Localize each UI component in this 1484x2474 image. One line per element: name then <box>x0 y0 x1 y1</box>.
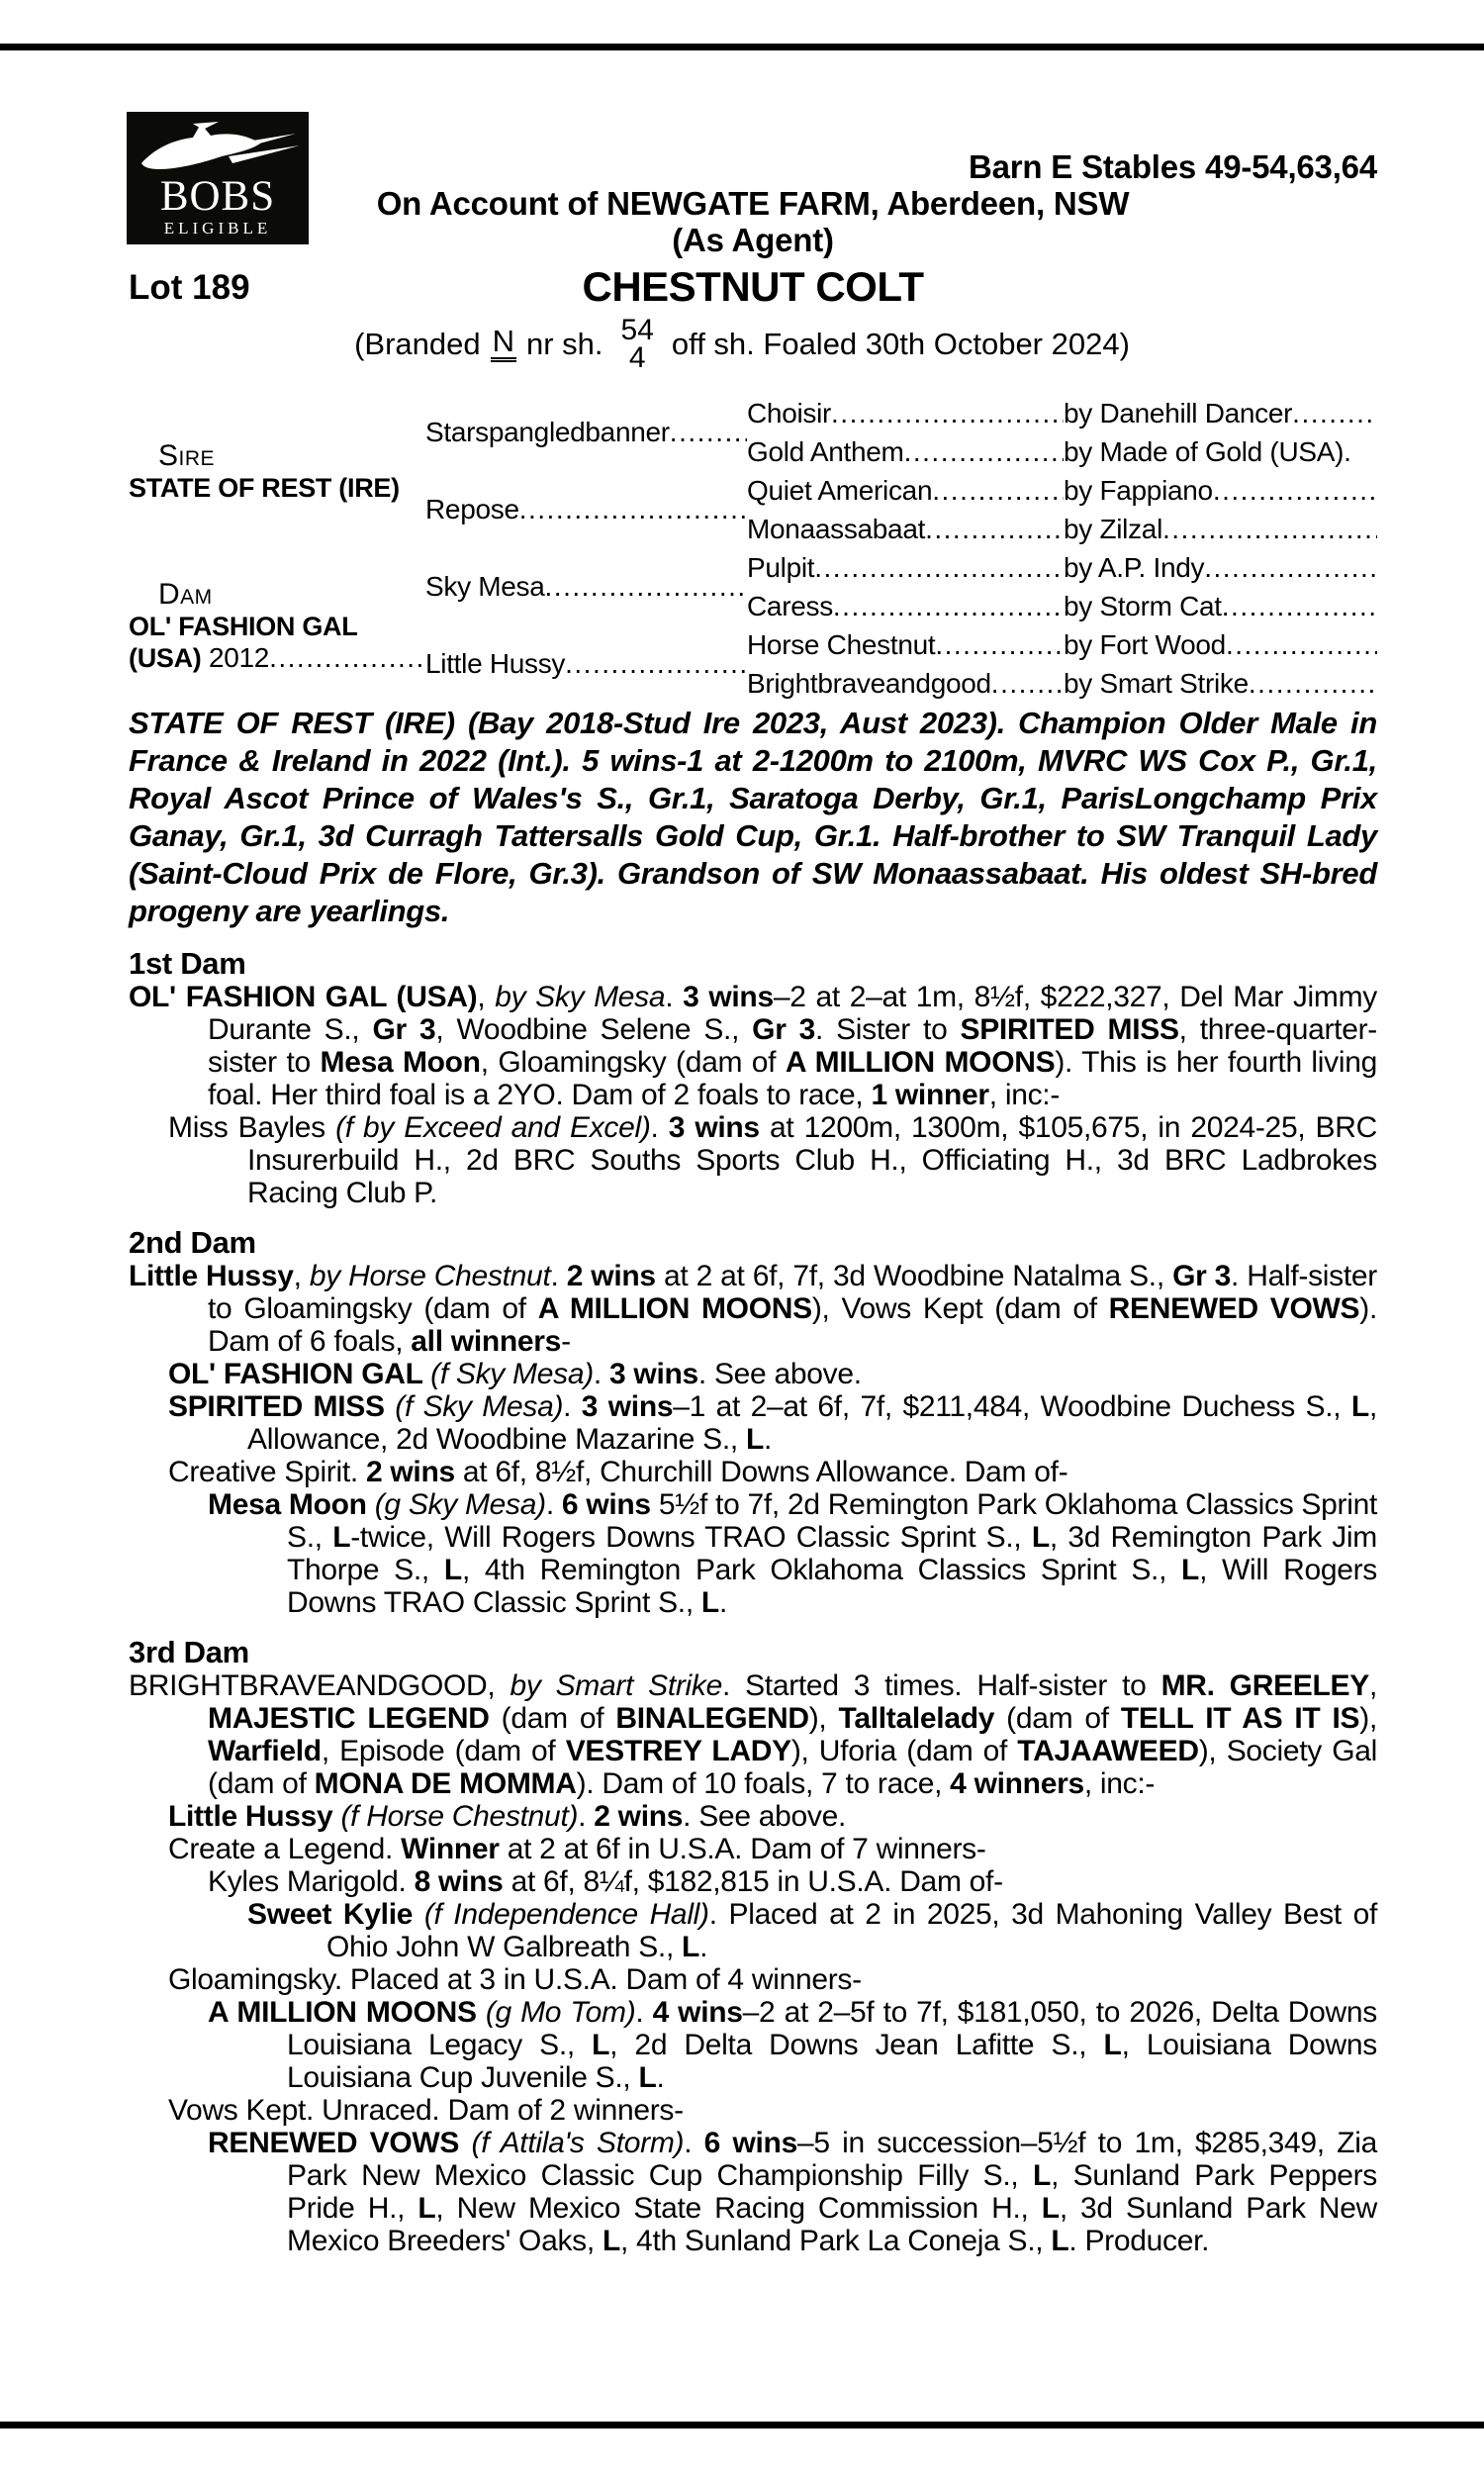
gen3-name: Pulpit <box>747 551 815 583</box>
section-heading-3rd-dam: 3rd Dam <box>129 1635 249 1669</box>
dot-leader <box>519 494 747 525</box>
gen3-name: Brightbraveandgood <box>747 667 991 699</box>
dot-leader <box>935 629 1064 661</box>
brand-foaling-line <box>0 314 1484 374</box>
section-heading-2nd-dam: 2nd Dam <box>129 1225 256 1260</box>
barn-line: Barn E Stables 49-54,63,64 <box>968 148 1377 185</box>
gen3-name-cell <box>747 471 1064 510</box>
top-rule <box>0 44 1484 50</box>
gen3-by-cell <box>1064 548 1377 587</box>
pedigree-body <box>129 705 1377 2257</box>
page-title: CHESTNUT COLT <box>582 263 924 310</box>
dot-leader <box>904 436 1064 468</box>
gen3-by-cell <box>1064 625 1377 664</box>
dot-leader <box>1213 475 1377 507</box>
dot-leader <box>991 668 1064 700</box>
gen3-by-cell <box>1064 471 1377 510</box>
dot-leader <box>1162 514 1377 545</box>
dam-origin: (USA) <box>129 642 202 673</box>
progeny-entry: Little Hussy (f Horse Chestnut). 2 wins. See above. <box>168 1800 847 1833</box>
lot-number: Lot 189 <box>129 268 250 307</box>
title-row <box>129 263 1377 311</box>
brand-number-bottom: 4 <box>628 341 646 374</box>
gen3-by-cell <box>1064 587 1377 625</box>
gen3-name: Monaassabaat <box>747 513 926 544</box>
gen3-sire: by Fappiano <box>1064 474 1213 506</box>
progeny-entry: Mesa Moon (g Sky Mesa). 6 wins 5½f to 7f, 2d Remington Park Oklahoma Classics Sprint S., L-twice, Will Rogers Downs TRAO Classic Sprint S., L, 3d Remington Park Jim Thorpe S., L, 4th Remington Park Oklahoma Classics Sprint S., L, Will Rogers Downs TRAO Classic Sprint S., L. <box>208 1488 1377 1619</box>
dot-leader <box>833 591 1064 622</box>
gen3-sire: by Storm Cat <box>1064 590 1222 621</box>
dam-entry: Little Hussy, by Horse Chestnut. 2 wins at 2 at 6f, 7f, 3d Woodbine Natalma S., Gr 3. Half-sister to Gloamingsky (dam of A MILLION MOONS), Vows Kept (dam of RENEWED VOWS). Dam of 6 foals, all winners- <box>129 1260 1377 1358</box>
dam-block <box>129 548 425 703</box>
dot-leader <box>1292 398 1377 429</box>
dam-entry: BRIGHTBRAVEANDGOOD, by Smart Strike. Started 3 times. Half-sister to MR. GREELEY, MAJESTIC LEGEND (dam of BINALEGEND), Talltalelady (dam of TELL IT AS IT IS), Warfield, Episode (dam of VESTREY LADY), Uforia (dam of TAJAAWEED), Society Gal (dam of MONA DE MOMMA). Dam of 10 foals, 7 to race, 4 winners, inc:- <box>129 1669 1378 1800</box>
dam-year: 2012 <box>201 641 270 673</box>
progeny-entry: Gloamingsky. Placed at 3 in U.S.A. Dam of 4 winners- <box>168 1963 862 1996</box>
gen2-dam-dam <box>425 625 747 703</box>
brand-mark: N <box>491 327 516 362</box>
sire-summary: STATE OF REST (IRE) (Bay 2018-Stud Ire 2023, Aust 2023). Champion Older Male in France & Ireland in 2022 (Int.). 5 wins-1 at 2-1200m to 2100m, MVRC WS Cox P., Gr.1, Royal Ascot Prince of Wales's S., Gr.1, Saratoga Derby, Gr.1, ParisLongchamp Prix Ganay, Gr.1, 3d Curragh Tattersalls Gold Cup, Gr.1. Half-brother to SW Tranquil Lady (Saint-Cloud Prix de Flore, Gr.3). Grandson of SW Monaassabaat. His oldest SH-bred progeny are yearlings. <box>129 706 1377 928</box>
gen3-by-cell <box>1064 664 1377 703</box>
gen3-by-cell <box>1064 432 1377 471</box>
progeny-entry: Sweet Kylie (f Independence Hall). Placed at 2 in 2025, 3d Mahoning Valley Best of Ohio John W Galbreath S., L. <box>247 1898 1378 1963</box>
gen3-name-cell <box>747 625 1064 664</box>
gen3-sire: by A.P. Indy <box>1064 551 1205 583</box>
sire-label: Sire <box>158 438 216 472</box>
dam-entry: OL' FASHION GAL (USA), by Sky Mesa. 3 wins–2 at 2–at 1m, 8½f, $222,327, Del Mar Jimmy Durante S., Gr 3, Woodbine Selene S., Gr 3. Sister to SPIRITED MISS, three-quarter-sister to Mesa Moon, Gloamingsky (dam of A MILLION MOONS). This is her fourth living foal. Her third foal is a 2YO. Dam of 2 foals to race, 1 winner, inc:- <box>129 981 1377 1111</box>
dot-leader <box>932 475 1064 507</box>
dot-leader <box>1249 668 1377 700</box>
progeny-entry: RENEWED VOWS (f Attila's Storm). 6 wins–5 in succession–5½f to 1m, $285,349, Zia Park New Mexico Classic Cup Championship Filly S., L, Sunland Park Peppers Pride H., L, New Mexico State Racing Commission H., L, 3d Sunland Park New Mexico Breeders' Oaks, L, 4th Sunland Park La Coneja S., L. Producer. <box>208 2127 1378 2257</box>
gen3-name: Caress <box>747 590 833 621</box>
gen2-name: Little Hussy <box>425 648 566 679</box>
logo-word-bobs: BOBS <box>159 173 276 220</box>
gen2-dam-sire <box>425 548 747 625</box>
dam-label: Dam <box>158 577 213 611</box>
dot-leader <box>925 514 1064 545</box>
gen3-name-cell <box>747 510 1064 548</box>
dot-leader <box>1204 552 1377 584</box>
dot-leader <box>545 571 747 603</box>
gen3-name-cell <box>747 664 1064 703</box>
bottom-rule <box>0 2422 1484 2428</box>
section-heading-1st-dam: 1st Dam <box>129 946 246 981</box>
gen3-sire: by Made of Gold (USA). <box>1064 435 1351 467</box>
gen2-sire-sire <box>425 394 747 471</box>
gen3-name: Quiet American <box>747 474 933 506</box>
progeny-entry: Create a Legend. Winner at 2 at 6f in U.S.A. Dam of 7 winners- <box>168 1833 986 1865</box>
progeny-entry: SPIRITED MISS (f Sky Mesa). 3 wins–1 at 2–at 6f, 7f, $211,484, Woodbine Duchess S., L, Allowance, 2d Woodbine Mazarine S., L. <box>168 1390 1377 1456</box>
progeny-entry: Vows Kept. Unraced. Dam of 2 winners- <box>168 2094 684 2127</box>
gen3-name-cell <box>747 432 1064 471</box>
gen2-sire-dam <box>425 471 747 548</box>
sire-name: STATE OF REST (IRE) <box>129 472 400 503</box>
gen2-name: Starspangledbanner <box>425 417 670 447</box>
dot-leader <box>565 648 747 680</box>
gen3-sire: by Smart Strike <box>1064 667 1249 699</box>
progeny-entry: Creative Spirit. 2 wins at 6f, 8½f, Churchill Downs Allowance. Dam of- <box>168 1456 1068 1488</box>
dam-year-row <box>129 642 425 674</box>
foaling-date: off sh. Foaled 30th October 2024) <box>671 327 1130 361</box>
brand-number-top: 54 <box>620 314 654 346</box>
gen3-name: Gold Anthem <box>747 435 904 467</box>
gen3-by-cell <box>1064 394 1377 432</box>
dot-leader <box>1226 629 1377 661</box>
pedigree-table <box>129 394 1377 703</box>
brand-near-shoulder: nr sh. <box>526 327 603 361</box>
sire-block <box>129 394 425 548</box>
gen2-name: Sky Mesa <box>425 571 545 602</box>
brand-prefix: (Branded <box>354 327 481 361</box>
progeny-entry: A MILLION MOONS (g Mo Tom). 4 wins–2 at 2–5f to 7f, $181,050, to 2026, Delta Downs Louisiana Legacy S., L, 2d Delta Downs Jean Lafitte S., L, Louisiana Downs Louisiana Cup Juvenile S., L. <box>208 1996 1378 2094</box>
brand-number-stack <box>620 314 654 374</box>
progeny-entry: OL' FASHION GAL (f Sky Mesa). 3 wins. See above. <box>168 1358 862 1390</box>
gen3-name-cell <box>747 587 1064 625</box>
dot-leader <box>670 417 747 448</box>
sale-header <box>129 148 1377 258</box>
gen3-name-cell <box>747 394 1064 432</box>
agent-line: (As Agent) <box>672 222 834 258</box>
dot-leader <box>814 552 1064 584</box>
gen3-name: Horse Chestnut <box>747 628 936 660</box>
gen3-sire: by Fort Wood <box>1064 628 1226 660</box>
gen3-sire: by Zilzal <box>1064 513 1162 544</box>
dam-name: OL' FASHION GAL <box>129 611 358 641</box>
progeny-entry: Miss Bayles (f by Exceed and Excel). 3 wins at 1200m, 1300m, $105,675, in 2024-25, BRC Insurerbuild H., 2d BRC Souths Sports Club H., Officiating H., 3d BRC Ladbrokes Racing Club P. <box>168 1111 1377 1209</box>
gen3-by-cell <box>1064 510 1377 548</box>
vendor-line: On Account of NEWGATE FARM, Aberdeen, NSW <box>376 185 1130 222</box>
gen3-name-cell <box>747 548 1064 587</box>
progeny-entry: Kyles Marigold. 8 wins at 6f, 8¼f, $182,815 in U.S.A. Dam of- <box>208 1865 1003 1898</box>
dot-leader <box>269 642 425 674</box>
logo-word-eligible: ELIGIBLE <box>163 219 272 238</box>
gen3-sire: by Danehill Dancer <box>1064 397 1293 428</box>
gen3-name: Choisir <box>747 397 832 428</box>
dot-leader <box>1222 591 1377 622</box>
gen2-name: Repose <box>425 494 519 524</box>
dot-leader <box>831 398 1064 429</box>
